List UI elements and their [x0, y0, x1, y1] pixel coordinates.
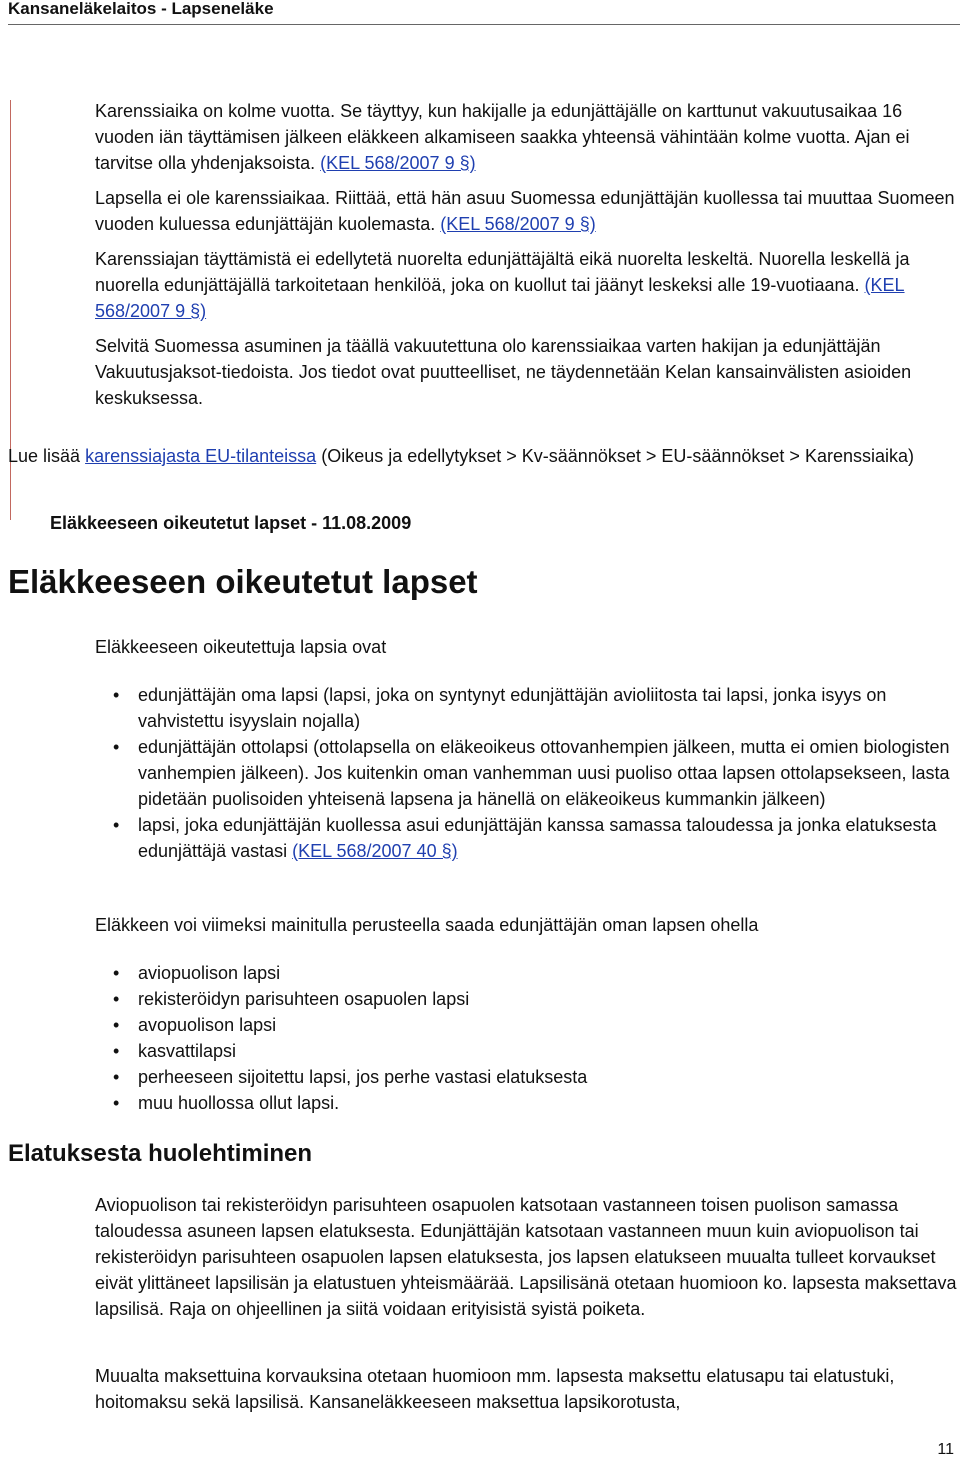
secondary-intro-paragraph: Eläkkeen voi viimeksi mainitulla perusteella saada edunjättäjän oman lapsen ohella: [95, 915, 759, 935]
karenssi-paragraph-3: Karenssiajan täyttämistä ei edellytetä nuorelta edunjättäjältä eikä nuorelta leskeltä. Nuorella leskellä ja nuorella edunjättäjällä tarkoitetaan henkilöä, joka on kuollut tai jäänyt leskeksi alle 19-vuotiaana. (KEL 568/2007 9 §): [95, 249, 910, 321]
karenssi-paragraph-2: Lapsella ei ole karenssiaikaa. Riittää, että hän asuu Suomessa edunjättäjän kuollessa tai muuttaa Suomeen vuoden kuluessa edunjättäjän kuolemasta. (KEL 568/2007 9 §): [95, 188, 955, 234]
law-reference-link[interactable]: (KEL 568/2007 9 §): [320, 153, 476, 173]
bullet-icon: •: [113, 963, 120, 983]
eu-karenssi-link[interactable]: karenssiajasta EU-tilanteissa: [85, 446, 317, 466]
list-item: • avopuolison lapsi: [95, 1012, 957, 1038]
bullet-icon: •: [113, 815, 120, 835]
list-item: • lapsi, joka edunjättäjän kuollessa asui edunjättäjän kanssa samassa taloudessa ja jonka elatuksesta edunjättäjä vastasi (KEL 568/2007 40 §): [95, 812, 957, 864]
list-item: • perheeseen sijoitettu lapsi, jos perhe vastasi elatuksesta: [95, 1064, 957, 1090]
bullet-icon: •: [113, 1067, 120, 1087]
list-item: • edunjättäjän ottolapsi (ottolapsella on eläkeoikeus ottovanhempien jälkeen, mutta ei omien biologisten vanhempien jälkeen). Jos kuitenkin oman vanhemman uusi puoliso ottaa lapsen ottolapsekseen, lasta pidetään puolisoiden yhteisenä lapsena ja hänellä on eläkeoikeus kummankin jälkeen): [95, 734, 957, 812]
list-item: • rekisteröidyn parisuhteen osapuolen lapsi: [95, 986, 957, 1012]
law-reference-link[interactable]: (KEL 568/2007 40 §): [292, 841, 458, 861]
law-reference-link[interactable]: (KEL 568/2007 9 §): [95, 275, 905, 321]
eligible-children-list: [95, 682, 957, 864]
bullet-icon: •: [113, 1015, 120, 1035]
bullet-icon: •: [113, 1041, 120, 1061]
support-paragraph-2: Muualta maksettuina korvauksina otetaan huomioon mm. lapsesta maksettu elatusapu tai elatustuki, hoitomaksu sekä lapsilisä. Kansaneläkkeeseen maksettua lapsikorotusta,: [95, 1366, 895, 1412]
section-heading: Elatuksesta huolehtiminen: [8, 1140, 313, 1167]
bullet-icon: •: [113, 989, 120, 1009]
read-more-paragraph: Lue lisää karenssiajasta EU-tilanteissa (Oikeus ja edellytykset > Kv-säännökset > EU-säännökset > Karenssiaika): [8, 446, 914, 466]
list-item: • kasvattilapsi: [95, 1038, 957, 1064]
article-title-date: Eläkkeeseen oikeutetut lapset - 11.08.2009: [50, 513, 412, 533]
other-children-list: [95, 960, 957, 1116]
list-item: • aviopuolison lapsi: [95, 960, 957, 986]
list-item: • muu huollossa ollut lapsi.: [95, 1090, 957, 1116]
bullet-icon: •: [113, 685, 120, 705]
law-reference-link[interactable]: (KEL 568/2007 9 §): [440, 214, 596, 234]
support-paragraph-1: Aviopuolison tai rekisteröidyn parisuhteen osapuolen katsotaan vastanneen toisen puolison samassa taloudessa asuneen lapsen elatuksesta. Edunjättäjän katsotaan vastanneen muun kuin aviopuolison tai rekisteröidyn parisuhteen osapuolen lapsen elatuksesta, jos lapsen elatukseen muualta tulleet korvaukset eivät ylittäneet lapsilisän ja elatustuen yhteismäärää. Lapsilisänä otetaan huomioon ko. lapsesta maksettava lapsilisä. Raja on ohjeellinen ja siitä voidaan erityisistä syistä poiketa.: [95, 1195, 957, 1319]
karenssi-paragraph-1: Karenssiaika on kolme vuotta. Se täyttyy, kun hakijalle ja edunjättäjälle on karttunut vakuutusaikaa 16 vuoden iän täyttämisen jälkeen eläkkeen alkamiseen saakka yhteensä vähintään kolme vuotta. Ajan ei tarvitse olla yhdenjaksoista. (KEL 568/2007 9 §): [95, 101, 910, 173]
page-number: 11: [937, 1441, 954, 1458]
document-header: Kansaneläkelaitos - Lapseneläke: [8, 0, 274, 18]
bullet-icon: •: [113, 737, 120, 757]
bullet-icon: •: [113, 1093, 120, 1113]
page-title: Eläkkeeseen oikeutetut lapset: [8, 563, 478, 600]
header-divider: [8, 24, 960, 25]
list-item: • edunjättäjän oma lapsi (lapsi, joka on syntynyt edunjättäjän avioliitosta tai lapsi, jonka isyys on vahvistettu isyyslain nojalla): [95, 682, 957, 734]
karenssi-paragraph-4: Selvitä Suomessa asuminen ja täällä vakuutettuna olo karenssiaikaa varten hakijan ja edunjättäjän Vakuutusjaksot-tiedoista. Jos tiedot ovat puutteelliset, ne täydennetään Kelan kansainvälisten asioiden keskuksessa.: [95, 336, 912, 408]
karenssi-section: [95, 98, 957, 420]
intro-paragraph: Eläkkeeseen oikeutettuja lapsia ovat: [95, 637, 387, 657]
